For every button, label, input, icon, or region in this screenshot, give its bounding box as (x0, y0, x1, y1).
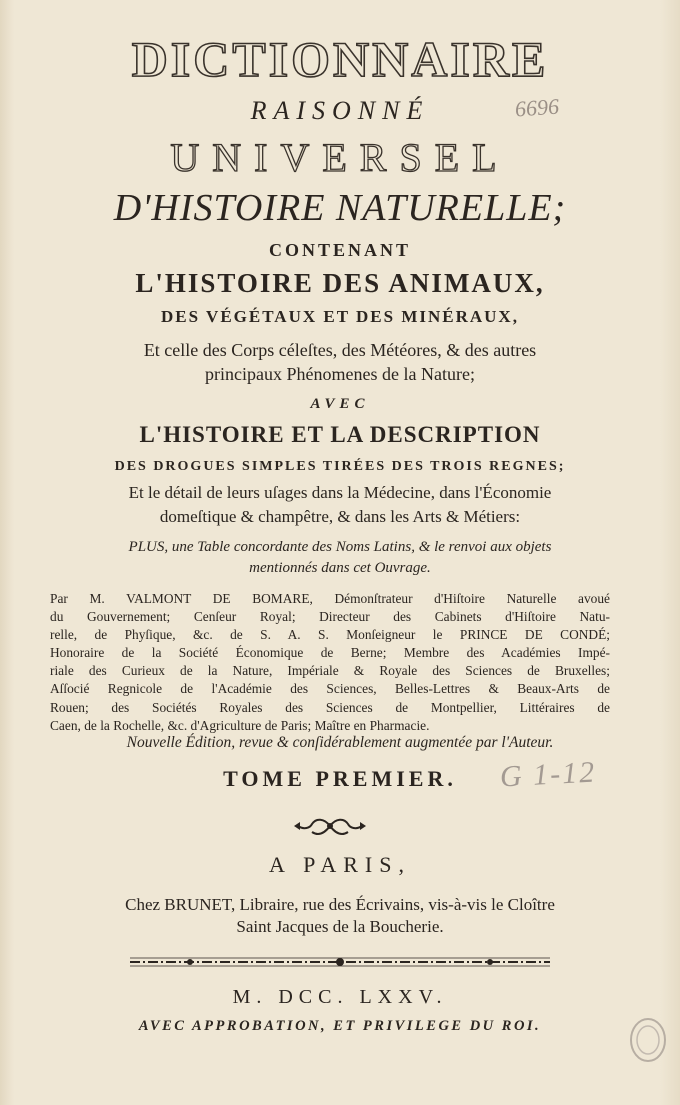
author-line: relle, de Phyſique, &c. de S. A. S. Monſeigneur le PRINCE DE CONDÉ; (50, 627, 610, 643)
title-line-dictionnaire: DICTIONNAIRE (131, 31, 549, 87)
author-line: Caen, de la Rochelle, &c. d'Agriculture de Paris; Maître en Pharmacie. (50, 717, 430, 733)
subtitle-usages: Et le détail de leurs uſages dans la Médecine, dans l'Économie (128, 483, 552, 502)
subtitle-vegetaux: DES VÉGÉTAUX ET DES MINÉRAUX, (161, 307, 519, 326)
decorative-rule-icon (130, 955, 550, 969)
subtitle-contenant: CONTENANT (268, 240, 411, 260)
subtitle-ouvrage: mentionnés dans cet Ouvrage. (249, 560, 431, 576)
tome-label: TOME PREMIER. (223, 766, 457, 791)
subtitle-avec: AVEC (310, 396, 370, 412)
author-paragraph (50, 590, 610, 735)
title-line-raisonne: RAISONNÉ (250, 96, 430, 125)
subtitle-drogues: DES DROGUES SIMPLES TIRÉES DES TROIS REGNES; (114, 459, 566, 474)
handwritten-volume-range: G 1-12 (499, 755, 597, 794)
subtitle-arts-metiers: domeſtique & champêtre, & dans les Arts & Métiers: (159, 507, 521, 526)
edition-note: Nouvelle Édition, revue & conſidérablement augmentée par l'Auteur. (126, 734, 554, 751)
subtitle-phenomenes: principaux Phénomenes de la Nature; (205, 364, 475, 384)
library-stamp-icon (628, 1016, 668, 1064)
imprint-address: Saint Jacques de la Boucherie. (236, 917, 444, 936)
royal-privilege: AVEC APPROBATION, ET PRIVILEGE DU ROI. (138, 1018, 542, 1034)
author-line: Aſſocié Regnicole de l'Académie des Sciences, Belles-Lettres & Beaux-Arts de (50, 681, 610, 697)
author-line: Rouen; des Sociétés Royales des Sciences de Montpellier, Littéraires de (50, 699, 610, 715)
title-line-histoire-naturelle: D'HISTOIRE NATURELLE; (113, 187, 567, 229)
imprint-publisher: Chez BRUNET, Libraire, rue des Écrivains, vis-à-vis le Cloître (125, 895, 555, 914)
printer-ornament-icon (290, 814, 370, 838)
author-line: du Gouvernement; Cenſeur Royal; Directeur des Cabinets d'Hiſtoire Natu- (50, 609, 610, 625)
author-line: riale des Curieux de la Nature, Impériale & Royale des Sciences de Bruxelles; (50, 663, 610, 679)
subtitle-description: L'HISTOIRE ET LA DESCRIPTION (139, 422, 541, 447)
author-line: Par M. VALMONT DE BOMARE, Démonſtrateur d'Hiſtoire Naturelle avoué (50, 591, 610, 606)
subtitle-corps-celestes: Et celle des Corps céleſtes, des Météores, & des autres (143, 340, 537, 360)
subtitle-table: PLUS, une Table concordante des Noms Latins, & le renvoi aux objets (128, 539, 552, 555)
imprint-city: A PARIS, (268, 852, 411, 877)
title-line-universel: UNIVERSEL (170, 135, 510, 180)
author-line: Honoraire de la Société Économique de Berne; Membre des Académies Impé- (50, 645, 610, 661)
subtitle-animaux: L'HISTOIRE DES ANIMAUX, (135, 268, 545, 298)
imprint-year: M. DCC. LXXV. (232, 986, 448, 1008)
handwritten-shelfmark: 6696 (514, 93, 560, 122)
